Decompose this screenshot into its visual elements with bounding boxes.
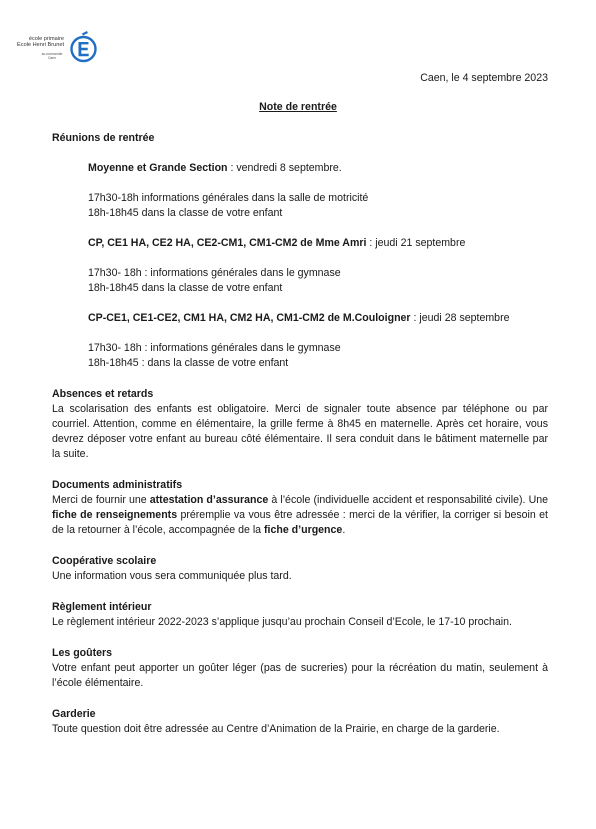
reunion-1-label: Moyenne et Grande Section bbox=[88, 162, 228, 174]
section-heading-cooperative: Coopérative scolaire bbox=[52, 555, 157, 567]
letter-body bbox=[52, 131, 548, 737]
reunion-1-line-1: 17h30-18h informations générales dans la salle de motricité bbox=[88, 192, 369, 204]
reunion-2-date: : jeudi 21 septembre bbox=[366, 237, 466, 249]
reunion-3-line-1: 17h30- 18h : informations générales dans le gymnase bbox=[88, 342, 341, 354]
school-logo bbox=[16, 27, 88, 63]
logo-sub-1: ac-normandie bbox=[41, 52, 63, 56]
logo-line-2: Ecole Henri Brunet bbox=[17, 42, 64, 49]
reunion-group-1 bbox=[52, 161, 548, 221]
section-reglement bbox=[52, 600, 548, 630]
reunion-3-label: CP-CE1, CE1-CE2, CM1 HA, CM2 HA, CM1-CM2 de M.Couloigner bbox=[88, 312, 411, 324]
reunion-1-line-2: 18h-18h45 dans la classe de votre enfant bbox=[88, 207, 283, 219]
reglement-text: Le règlement intérieur 2022-2023 s’applique jusqu’au prochain Conseil d’Ecole, le 17-10 prochain. bbox=[52, 616, 512, 628]
section-heading-documents: Documents administratifs bbox=[52, 479, 183, 491]
section-heading-reunions: Réunions de rentrée bbox=[52, 132, 155, 144]
reunion-1-date: : vendredi 8 septembre. bbox=[227, 162, 342, 174]
section-heading-garderie: Garderie bbox=[52, 708, 96, 720]
documents-text: Merci de fournir une attestation d’assurance à l’école (individuelle accident et responsabilité civile). Une fiche de renseignements préremplie va vous être adressée : merci de la vérifier, la corriger si besoin et de la retourner à l’école, accompagnée de la fiche d’urgence. bbox=[52, 494, 549, 536]
reunion-2-line-2: 18h-18h45 dans la classe de votre enfant bbox=[88, 282, 283, 294]
section-reunions bbox=[52, 131, 548, 371]
section-heading-absences: Absences et retards bbox=[52, 388, 154, 400]
reunion-2-line-1: 17h30- 18h : informations générales dans le gymnase bbox=[88, 267, 341, 279]
section-gouters bbox=[52, 646, 548, 691]
logo-text bbox=[16, 36, 64, 48]
letter-date: Caen, le 4 septembre 2023 bbox=[420, 72, 548, 84]
garderie-text: Toute question doit être adressée au Centre d’Animation de la Prairie, en charge de la garderie. bbox=[52, 723, 500, 735]
logo-line-1: école primaire bbox=[28, 36, 64, 42]
logo-subtext bbox=[39, 52, 65, 60]
reunion-group-2 bbox=[52, 236, 548, 296]
section-heading-gouters: Les goûters bbox=[52, 647, 113, 659]
reunion-3-line-2: 18h-18h45 : dans la classe de votre enfant bbox=[88, 357, 289, 369]
gouters-text: Votre enfant peut apporter un goûter léger (pas de sucreries) pour la récréation du matin, seulement à l’école élémentaire. bbox=[52, 662, 548, 689]
section-heading-reglement: Règlement intérieur bbox=[52, 601, 152, 613]
logo-sub-2: Caen bbox=[47, 56, 57, 60]
education-e-icon bbox=[67, 30, 100, 63]
section-garderie bbox=[52, 707, 548, 737]
cooperative-text: Une information vous sera communiquée plus tard. bbox=[52, 570, 292, 582]
section-documents bbox=[52, 478, 548, 538]
fiche-renseignements: fiche de renseignements bbox=[52, 509, 178, 521]
reunion-2-label: CP, CE1 HA, CE2 HA, CE2-CM1, CM1-CM2 de Mme Amri bbox=[88, 237, 367, 249]
absences-text: La scolarisation des enfants est obligatoire. Merci de signaler toute absence par téléphone ou par courriel. Attention, comme en élémentaire, la grille ferme à 8h45 en maternelle. Après cet horaire, vous devrez déposer votre enfant au bureau côté élémentaire. Il sera conduit dans le bâtiment maternelle par la suite. bbox=[52, 403, 548, 460]
section-absences bbox=[52, 387, 548, 462]
page-title: Note de rentrée bbox=[259, 101, 337, 113]
attestation-assurance: attestation d’assurance bbox=[149, 494, 269, 506]
reunion-group-3 bbox=[52, 311, 548, 371]
reunion-3-date: : jeudi 28 septembre bbox=[410, 312, 510, 324]
section-cooperative bbox=[52, 554, 548, 584]
fiche-urgence: fiche d’urgence bbox=[264, 524, 343, 536]
